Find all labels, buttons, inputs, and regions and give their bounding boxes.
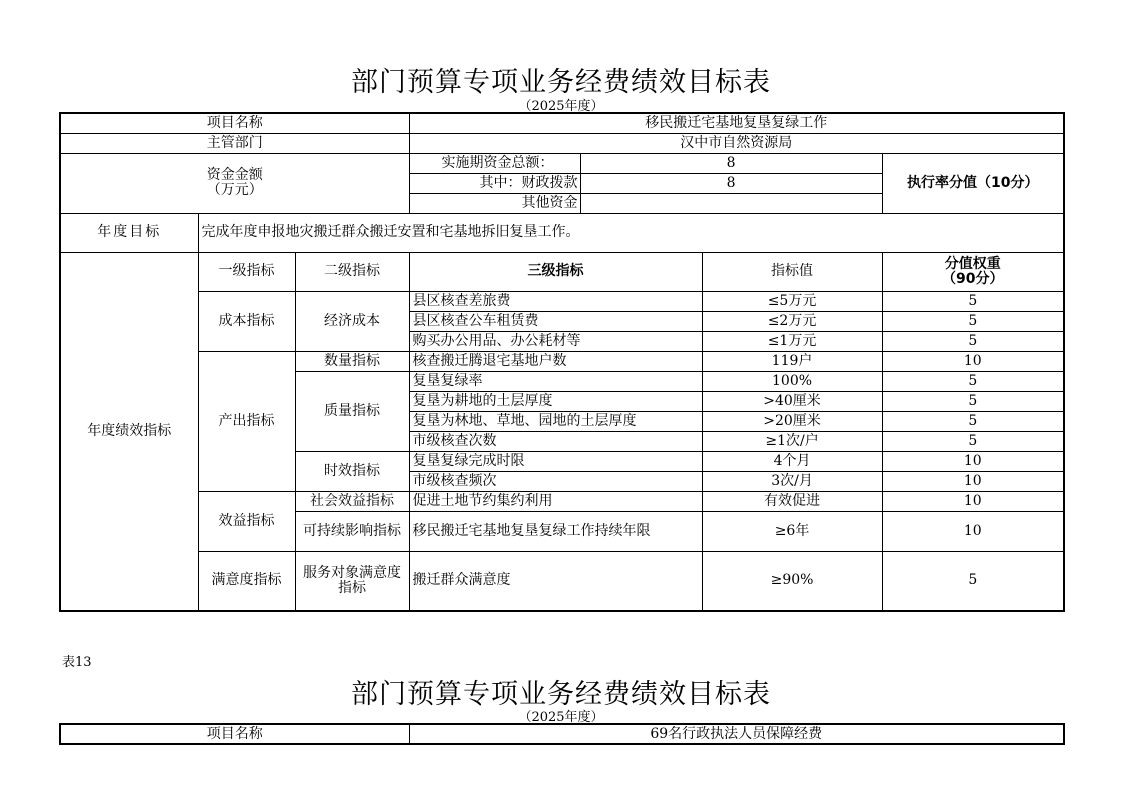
total-funds-value: 8	[580, 153, 882, 173]
header-value: 指标值	[702, 252, 882, 291]
indicator-name: 搬迁群众满意度	[409, 551, 702, 611]
performance-goal-table	[59, 112, 1065, 612]
indicator-weight: 10	[882, 451, 1064, 471]
table-row	[60, 551, 1064, 611]
indicator-value: 3次/月	[702, 471, 882, 491]
group-benefit: 效益指标	[198, 491, 295, 551]
table-row	[60, 291, 1064, 311]
indicator-name: 复垦复绿率	[409, 371, 702, 391]
indicator-weight: 10	[882, 511, 1064, 551]
subgroup-service-satisfaction: 服务对象满意度指标	[295, 551, 409, 611]
page-title: 部门预算专项业务经费绩效目标表	[351, 67, 771, 98]
indicator-value: ≤2万元	[702, 311, 882, 331]
indicator-name: 复垦复绿完成时限	[409, 451, 702, 471]
subgroup-quality: 质量指标	[295, 371, 409, 451]
indicator-value: 119户	[702, 351, 882, 371]
indicator-weight: 5	[882, 391, 1064, 411]
project-name-value: 移民搬迁宅基地复垦复绿工作	[409, 113, 1064, 133]
fiscal-value: 8	[580, 173, 882, 193]
table-row	[60, 252, 1064, 291]
indicator-name: 县区核查差旅费	[409, 291, 702, 311]
indicator-name: 市级核查频次	[409, 471, 702, 491]
project-name-label: 项目名称	[60, 724, 409, 744]
table-row	[60, 491, 1064, 511]
indicator-value: >20厘米	[702, 411, 882, 431]
funds-label-line2: （万元）	[206, 182, 263, 198]
year-subtitle: （2025年度）	[518, 99, 604, 114]
subgroup-sustainable: 可持续影响指标	[295, 511, 409, 551]
annual-goal-label: 年度目标	[60, 213, 198, 252]
indicator-weight: 10	[882, 351, 1064, 371]
group-satisfaction: 满意度指标	[198, 551, 295, 611]
indicator-weight: 10	[882, 471, 1064, 491]
other-funds-label: 其他资金	[409, 193, 580, 213]
table-row	[60, 113, 1064, 133]
table-row	[60, 724, 1064, 744]
subgroup-quantity: 数量指标	[295, 351, 409, 371]
indicator-name: 促进土地节约集约利用	[409, 491, 702, 511]
funds-label	[60, 153, 409, 213]
indicator-value: ≤5万元	[702, 291, 882, 311]
indicator-value: 4个月	[702, 451, 882, 471]
indicator-value: >40厘米	[702, 391, 882, 411]
funds-label-line1: 资金金额	[206, 167, 263, 183]
indicator-weight: 5	[882, 311, 1064, 331]
group-output: 产出指标	[198, 351, 295, 491]
indicator-name: 县区核查公车租赁费	[409, 311, 702, 331]
indicator-weight: 10	[882, 491, 1064, 511]
other-funds-value	[580, 193, 882, 213]
indicator-value: 有效促进	[702, 491, 882, 511]
indicator-value: ≥90%	[702, 551, 882, 611]
indicator-weight: 5	[882, 551, 1064, 611]
indicator-weight: 5	[882, 371, 1064, 391]
table-row	[60, 133, 1064, 153]
indicator-value: ≤1万元	[702, 331, 882, 351]
indicator-value: 100%	[702, 371, 882, 391]
subgroup-economic-cost: 经济成本	[295, 291, 409, 351]
performance-goal-table-2	[59, 723, 1065, 745]
dept-value: 汉中市自然资源局	[409, 133, 1064, 153]
header-weight	[882, 252, 1064, 291]
indicator-weight: 5	[882, 331, 1064, 351]
table-row	[60, 153, 1064, 173]
table-row	[60, 351, 1064, 371]
header-level3: 三级指标	[409, 252, 702, 291]
header-weight-line2: （90分）	[942, 270, 1004, 287]
perf-indicator-label: 年度绩效指标	[60, 252, 198, 611]
table-number: 表13	[62, 655, 92, 670]
dept-label: 主管部门	[60, 133, 409, 153]
header-level1: 一级指标	[198, 252, 295, 291]
group-cost: 成本指标	[198, 291, 295, 351]
indicator-name: 核查搬迁腾退宅基地户数	[409, 351, 702, 371]
table-row	[60, 213, 1064, 252]
indicator-value: ≥1次/户	[702, 431, 882, 451]
subgroup-social: 社会效益指标	[295, 491, 409, 511]
header-weight-line1: 分值权重	[944, 255, 1001, 272]
indicator-name: 市级核查次数	[409, 431, 702, 451]
indicator-name: 复垦为林地、草地、园地的土层厚度	[409, 411, 702, 431]
indicator-weight: 5	[882, 431, 1064, 451]
indicator-name: 购买办公用品、办公耗材等	[409, 331, 702, 351]
annual-goal-text: 完成年度申报地灾搬迁群众搬迁安置和宅基地拆旧复垦工作。	[198, 213, 1064, 252]
indicator-name: 复垦为耕地的土层厚度	[409, 391, 702, 411]
indicator-weight: 5	[882, 291, 1064, 311]
page2-year-subtitle: （2025年度）	[518, 710, 604, 725]
indicator-value: ≥6年	[702, 511, 882, 551]
indicator-name: 移民搬迁宅基地复垦复绿工作持续年限	[409, 511, 702, 551]
exec-rate-label: 执行率分值（10分）	[882, 153, 1064, 213]
indicator-weight: 5	[882, 411, 1064, 431]
project-name-value: 69名行政执法人员保障经费	[409, 724, 1064, 744]
page2-title: 部门预算专项业务经费绩效目标表	[351, 679, 771, 710]
total-funds-label: 实施期资金总额：	[409, 153, 580, 173]
fiscal-label: 其中：财政拨款	[409, 173, 580, 193]
subgroup-timeliness: 时效指标	[295, 451, 409, 491]
header-level2: 二级指标	[295, 252, 409, 291]
project-name-label: 项目名称	[60, 113, 409, 133]
